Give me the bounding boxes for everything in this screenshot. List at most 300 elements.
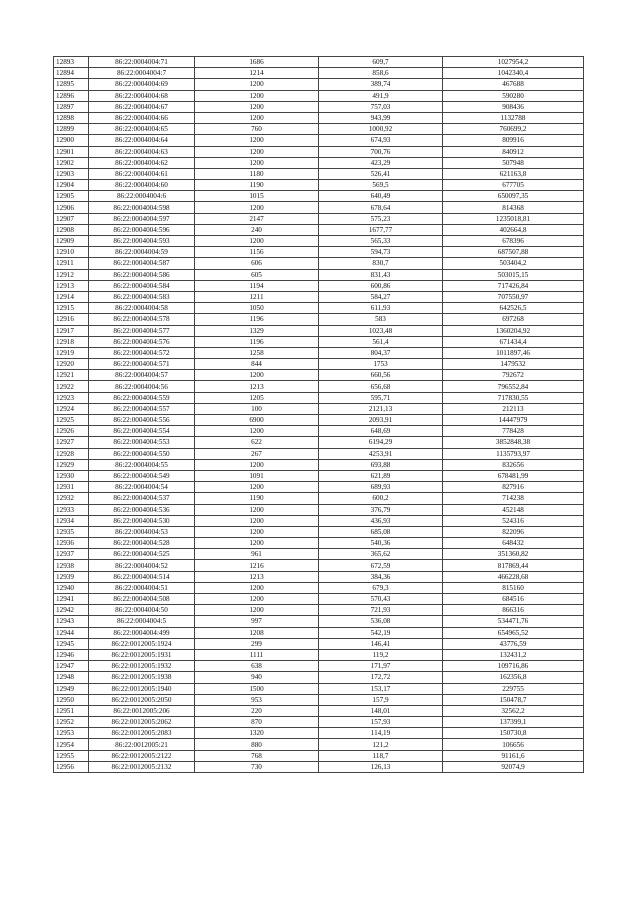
- value-cell: 402664,8: [443, 224, 584, 235]
- rate-cell: 600,2: [319, 493, 443, 504]
- cadastral-number-cell: 86:22:0004004:583: [89, 291, 195, 302]
- area-cell: 940: [195, 672, 319, 683]
- row-number-cell: 12902: [54, 157, 89, 168]
- table-row: [54, 112, 584, 123]
- table-row: [54, 135, 584, 146]
- cadastral-number-cell: 86:22:0004004:65: [89, 124, 195, 135]
- cadastral-number-cell: 86:22:0012005:2050: [89, 694, 195, 705]
- rate-cell: 1023,48: [319, 325, 443, 336]
- row-number-cell: 12910: [54, 247, 89, 258]
- rate-cell: 536,08: [319, 616, 443, 627]
- cadastral-number-cell: 86:22:0004004:550: [89, 448, 195, 459]
- row-number-cell: 12914: [54, 291, 89, 302]
- area-cell: 1200: [195, 426, 319, 437]
- table-row: [54, 213, 584, 224]
- rate-cell: 172,72: [319, 672, 443, 683]
- value-cell: 654965,52: [443, 627, 584, 638]
- value-cell: 648432: [443, 538, 584, 549]
- area-cell: 953: [195, 694, 319, 705]
- area-cell: 1258: [195, 347, 319, 358]
- row-number-cell: 12898: [54, 112, 89, 123]
- rate-cell: 685,08: [319, 526, 443, 537]
- rate-cell: 114,19: [319, 728, 443, 739]
- row-number-cell: 12936: [54, 538, 89, 549]
- rate-cell: 4253,91: [319, 448, 443, 459]
- cadastral-number-cell: 86:22:0004004:536: [89, 504, 195, 515]
- rate-cell: 595,71: [319, 392, 443, 403]
- area-cell: 1200: [195, 146, 319, 157]
- value-cell: 137399,1: [443, 717, 584, 728]
- rate-cell: 609,7: [319, 57, 443, 68]
- row-number-cell: 12894: [54, 68, 89, 79]
- table-row: [54, 291, 584, 302]
- cadastral-number-cell: 86:22:0004004:7: [89, 68, 195, 79]
- table-row: [54, 538, 584, 549]
- value-cell: 109716,86: [443, 661, 584, 672]
- row-number-cell: 12921: [54, 370, 89, 381]
- cadastral-number-cell: 86:22:0012005:1924: [89, 638, 195, 649]
- rate-cell: 830,7: [319, 258, 443, 269]
- area-cell: 1111: [195, 649, 319, 660]
- value-cell: 707550,97: [443, 291, 584, 302]
- row-number-cell: 12943: [54, 616, 89, 627]
- rate-cell: 757,03: [319, 101, 443, 112]
- cadastral-number-cell: 86:22:0004004:71: [89, 57, 195, 68]
- row-number-cell: 12901: [54, 146, 89, 157]
- row-number-cell: 12915: [54, 303, 89, 314]
- area-cell: 1214: [195, 68, 319, 79]
- table-row: [54, 705, 584, 716]
- value-cell: 671434,4: [443, 336, 584, 347]
- cadastral-number-cell: 86:22:0004004:53: [89, 526, 195, 537]
- area-cell: 638: [195, 661, 319, 672]
- table-row: [54, 571, 584, 582]
- row-number-cell: 12956: [54, 761, 89, 772]
- value-cell: 792672: [443, 370, 584, 381]
- value-cell: 91161,6: [443, 750, 584, 761]
- row-number-cell: 12906: [54, 202, 89, 213]
- value-cell: 678481,99: [443, 470, 584, 481]
- value-cell: 866316: [443, 605, 584, 616]
- value-cell: 809916: [443, 135, 584, 146]
- row-number-cell: 12952: [54, 717, 89, 728]
- table-row: [54, 437, 584, 448]
- area-cell: 2147: [195, 213, 319, 224]
- table-row: [54, 359, 584, 370]
- row-number-cell: 12911: [54, 258, 89, 269]
- area-cell: 1200: [195, 79, 319, 90]
- row-number-cell: 12947: [54, 661, 89, 672]
- cadastral-number-cell: 86:22:0012005:2122: [89, 750, 195, 761]
- row-number-cell: 12903: [54, 168, 89, 179]
- area-cell: 605: [195, 269, 319, 280]
- area-cell: 1091: [195, 470, 319, 481]
- rate-cell: 672,59: [319, 560, 443, 571]
- area-cell: 730: [195, 761, 319, 772]
- value-cell: 1360204,92: [443, 325, 584, 336]
- rate-cell: 561,4: [319, 336, 443, 347]
- table-row: [54, 470, 584, 481]
- row-number-cell: 12942: [54, 605, 89, 616]
- rate-cell: 943,99: [319, 112, 443, 123]
- row-number-cell: 12917: [54, 325, 89, 336]
- row-number-cell: 12900: [54, 135, 89, 146]
- rate-cell: 594,73: [319, 247, 443, 258]
- cadastral-number-cell: 86:22:0004004:50: [89, 605, 195, 616]
- cadastral-number-cell: 86:22:0012005:2132: [89, 761, 195, 772]
- value-cell: 590280: [443, 90, 584, 101]
- value-cell: 503404,2: [443, 258, 584, 269]
- area-cell: 1190: [195, 493, 319, 504]
- rate-cell: 2093,91: [319, 415, 443, 426]
- table-row: [54, 124, 584, 135]
- cadastral-number-cell: 86:22:0004004:499: [89, 627, 195, 638]
- cadastral-number-cell: 86:22:0012005:2083: [89, 728, 195, 739]
- area-cell: 1211: [195, 291, 319, 302]
- value-cell: 503015,15: [443, 269, 584, 280]
- table-row: [54, 717, 584, 728]
- rate-cell: 153,17: [319, 683, 443, 694]
- value-cell: 106656: [443, 739, 584, 750]
- table-row: [54, 459, 584, 470]
- value-cell: 822096: [443, 526, 584, 537]
- row-number-cell: 12930: [54, 470, 89, 481]
- rate-cell: 640,49: [319, 191, 443, 202]
- cadastral-number-cell: 86:22:0004004:58: [89, 303, 195, 314]
- rate-cell: 648,69: [319, 426, 443, 437]
- rate-cell: 6194,29: [319, 437, 443, 448]
- area-cell: 1200: [195, 504, 319, 515]
- row-number-cell: 12918: [54, 336, 89, 347]
- value-cell: 150478,7: [443, 694, 584, 705]
- cadastral-number-cell: 86:22:0004004:587: [89, 258, 195, 269]
- value-cell: 351360,82: [443, 549, 584, 560]
- area-cell: 1200: [195, 582, 319, 593]
- rate-cell: 700,76: [319, 146, 443, 157]
- rate-cell: 689,93: [319, 482, 443, 493]
- value-cell: 908436: [443, 101, 584, 112]
- table-row: [54, 403, 584, 414]
- area-cell: 6900: [195, 415, 319, 426]
- table-row: [54, 381, 584, 392]
- value-cell: 150730,8: [443, 728, 584, 739]
- table-row: [54, 761, 584, 772]
- value-cell: 796552,84: [443, 381, 584, 392]
- table-row: [54, 415, 584, 426]
- value-cell: 212113: [443, 403, 584, 414]
- table-row: [54, 504, 584, 515]
- area-cell: 997: [195, 616, 319, 627]
- cadastral-number-cell: 86:22:0004004:5: [89, 616, 195, 627]
- row-number-cell: 12951: [54, 705, 89, 716]
- table-row: [54, 314, 584, 325]
- row-number-cell: 12946: [54, 649, 89, 660]
- area-cell: 1200: [195, 135, 319, 146]
- area-cell: 760: [195, 124, 319, 135]
- row-number-cell: 12893: [54, 57, 89, 68]
- rate-cell: 858,6: [319, 68, 443, 79]
- rate-cell: 389,74: [319, 79, 443, 90]
- table-row: [54, 649, 584, 660]
- area-cell: 1196: [195, 314, 319, 325]
- table-row: [54, 594, 584, 605]
- cadastral-number-cell: 86:22:0004004:54: [89, 482, 195, 493]
- area-cell: 1686: [195, 57, 319, 68]
- value-cell: 43776,59: [443, 638, 584, 649]
- cadastral-number-cell: 86:22:0004004:60: [89, 180, 195, 191]
- area-cell: 1205: [195, 392, 319, 403]
- cadastral-number-cell: 86:22:0004004:514: [89, 571, 195, 582]
- row-number-cell: 12905: [54, 191, 89, 202]
- cadastral-number-cell: 86:22:0012005:206: [89, 705, 195, 716]
- cadastral-number-cell: 86:22:0012005:1931: [89, 649, 195, 660]
- area-cell: 844: [195, 359, 319, 370]
- value-cell: 677705: [443, 180, 584, 191]
- row-number-cell: 12954: [54, 739, 89, 750]
- table-row: [54, 68, 584, 79]
- table-row: [54, 392, 584, 403]
- value-cell: 1132788: [443, 112, 584, 123]
- area-cell: 1200: [195, 90, 319, 101]
- value-cell: 840912: [443, 146, 584, 157]
- value-cell: 132431,2: [443, 649, 584, 660]
- rate-cell: 121,2: [319, 739, 443, 750]
- cadastral-number-cell: 86:22:0004004:577: [89, 325, 195, 336]
- table-row: [54, 493, 584, 504]
- table-row: [54, 247, 584, 258]
- value-cell: 832656: [443, 459, 584, 470]
- value-cell: 678396: [443, 236, 584, 247]
- rate-cell: 1000,92: [319, 124, 443, 135]
- rate-cell: 575,23: [319, 213, 443, 224]
- value-cell: 621163,8: [443, 168, 584, 179]
- row-number-cell: 12953: [54, 728, 89, 739]
- value-cell: 467688: [443, 79, 584, 90]
- table-row: [54, 638, 584, 649]
- row-number-cell: 12945: [54, 638, 89, 649]
- cadastral-number-cell: 86:22:0004004:537: [89, 493, 195, 504]
- cadastral-number-cell: 86:22:0004004:525: [89, 549, 195, 560]
- value-cell: 1027954,2: [443, 57, 584, 68]
- row-number-cell: 12913: [54, 280, 89, 291]
- area-cell: 1200: [195, 605, 319, 616]
- table-row: [54, 750, 584, 761]
- table-row: [54, 448, 584, 459]
- value-cell: 452148: [443, 504, 584, 515]
- table-row: [54, 90, 584, 101]
- row-number-cell: 12940: [54, 582, 89, 593]
- table-row: [54, 739, 584, 750]
- area-cell: 880: [195, 739, 319, 750]
- area-cell: 1200: [195, 526, 319, 537]
- area-cell: 1050: [195, 303, 319, 314]
- row-number-cell: 12935: [54, 526, 89, 537]
- area-cell: 1200: [195, 236, 319, 247]
- area-cell: 1320: [195, 728, 319, 739]
- table-row: [54, 180, 584, 191]
- cadastral-number-cell: 86:22:0004004:571: [89, 359, 195, 370]
- row-number-cell: 12949: [54, 683, 89, 694]
- area-cell: 1194: [195, 280, 319, 291]
- area-cell: 1200: [195, 101, 319, 112]
- cadastral-number-cell: 86:22:0004004:64: [89, 135, 195, 146]
- row-number-cell: 12933: [54, 504, 89, 515]
- cadastral-number-cell: 86:22:0004004:52: [89, 560, 195, 571]
- cadastral-number-cell: 86:22:0004004:56: [89, 381, 195, 392]
- table-row: [54, 101, 584, 112]
- table-row: [54, 482, 584, 493]
- area-cell: 1200: [195, 157, 319, 168]
- rate-cell: 600,86: [319, 280, 443, 291]
- row-number-cell: 12934: [54, 515, 89, 526]
- value-cell: 687507,88: [443, 247, 584, 258]
- cadastral-number-cell: 86:22:0004004:57: [89, 370, 195, 381]
- row-number-cell: 12922: [54, 381, 89, 392]
- row-number-cell: 12916: [54, 314, 89, 325]
- area-cell: 1196: [195, 336, 319, 347]
- area-cell: 1200: [195, 459, 319, 470]
- rate-cell: 611,93: [319, 303, 443, 314]
- cadastral-number-cell: 86:22:0004004:559: [89, 392, 195, 403]
- row-number-cell: 12929: [54, 459, 89, 470]
- rate-cell: 660,56: [319, 370, 443, 381]
- table-row: [54, 370, 584, 381]
- value-cell: 92074,9: [443, 761, 584, 772]
- row-number-cell: 12895: [54, 79, 89, 90]
- table-body: [54, 57, 584, 773]
- rate-cell: 365,62: [319, 549, 443, 560]
- rate-cell: 157,93: [319, 717, 443, 728]
- table-row: [54, 168, 584, 179]
- value-cell: 650097,35: [443, 191, 584, 202]
- area-cell: 1329: [195, 325, 319, 336]
- table-row: [54, 280, 584, 291]
- value-cell: 466228,68: [443, 571, 584, 582]
- value-cell: 760699,2: [443, 124, 584, 135]
- area-cell: 299: [195, 638, 319, 649]
- row-number-cell: 12955: [54, 750, 89, 761]
- cadastral-number-cell: 86:22:0012005:1932: [89, 661, 195, 672]
- cadastral-number-cell: 86:22:0004004:51: [89, 582, 195, 593]
- row-number-cell: 12909: [54, 236, 89, 247]
- cadastral-number-cell: 86:22:0004004:528: [89, 538, 195, 549]
- area-cell: 1216: [195, 560, 319, 571]
- table-row: [54, 683, 584, 694]
- row-number-cell: 12896: [54, 90, 89, 101]
- value-cell: 1479532: [443, 359, 584, 370]
- row-number-cell: 12950: [54, 694, 89, 705]
- row-number-cell: 12937: [54, 549, 89, 560]
- value-cell: 778428: [443, 426, 584, 437]
- rate-cell: 679,3: [319, 582, 443, 593]
- area-cell: 267: [195, 448, 319, 459]
- value-cell: 524316: [443, 515, 584, 526]
- row-number-cell: 12932: [54, 493, 89, 504]
- table-row: [54, 57, 584, 68]
- rate-cell: 171,97: [319, 661, 443, 672]
- table-row: [54, 191, 584, 202]
- value-cell: 1011897,46: [443, 347, 584, 358]
- table-row: [54, 694, 584, 705]
- area-cell: 1208: [195, 627, 319, 638]
- area-cell: 1213: [195, 381, 319, 392]
- cadastral-number-cell: 86:22:0004004:508: [89, 594, 195, 605]
- row-number-cell: 12908: [54, 224, 89, 235]
- table-row: [54, 627, 584, 638]
- cadastral-number-cell: 86:22:0012005:1940: [89, 683, 195, 694]
- cadastral-number-cell: 86:22:0004004:596: [89, 224, 195, 235]
- rate-cell: 146,41: [319, 638, 443, 649]
- row-number-cell: 12927: [54, 437, 89, 448]
- data-table: [53, 56, 584, 773]
- table-row: [54, 728, 584, 739]
- table-row: [54, 549, 584, 560]
- row-number-cell: 12941: [54, 594, 89, 605]
- value-cell: 1135793,97: [443, 448, 584, 459]
- area-cell: 100: [195, 403, 319, 414]
- cadastral-number-cell: 86:22:0012005:2062: [89, 717, 195, 728]
- area-cell: 1200: [195, 370, 319, 381]
- cadastral-number-cell: 86:22:0004004:69: [89, 79, 195, 90]
- table-row: [54, 202, 584, 213]
- row-number-cell: 12923: [54, 392, 89, 403]
- row-number-cell: 12907: [54, 213, 89, 224]
- value-cell: 642526,5: [443, 303, 584, 314]
- rate-cell: 584,27: [319, 291, 443, 302]
- rate-cell: 1753: [319, 359, 443, 370]
- rate-cell: 583: [319, 314, 443, 325]
- row-number-cell: 12924: [54, 403, 89, 414]
- row-number-cell: 12926: [54, 426, 89, 437]
- table-row: [54, 325, 584, 336]
- cadastral-number-cell: 86:22:0004004:554: [89, 426, 195, 437]
- value-cell: 717426,84: [443, 280, 584, 291]
- value-cell: 814368: [443, 202, 584, 213]
- table-row: [54, 582, 584, 593]
- rate-cell: 656,68: [319, 381, 443, 392]
- table-row: [54, 157, 584, 168]
- area-cell: 1200: [195, 515, 319, 526]
- row-number-cell: 12899: [54, 124, 89, 135]
- table-row: [54, 269, 584, 280]
- rate-cell: 126,13: [319, 761, 443, 772]
- rate-cell: 118,7: [319, 750, 443, 761]
- table-row: [54, 526, 584, 537]
- area-cell: 1200: [195, 594, 319, 605]
- table-row: [54, 672, 584, 683]
- rate-cell: 1677,77: [319, 224, 443, 235]
- row-number-cell: 12939: [54, 571, 89, 582]
- area-cell: 220: [195, 705, 319, 716]
- area-cell: 1015: [195, 191, 319, 202]
- table-row: [54, 79, 584, 90]
- rate-cell: 157,9: [319, 694, 443, 705]
- table-row: [54, 605, 584, 616]
- value-cell: 229755: [443, 683, 584, 694]
- table-row: [54, 336, 584, 347]
- cadastral-number-cell: 86:22:0004004:68: [89, 90, 195, 101]
- rate-cell: 119,2: [319, 649, 443, 660]
- rate-cell: 491,9: [319, 90, 443, 101]
- row-number-cell: 12925: [54, 415, 89, 426]
- cadastral-number-cell: 86:22:0004004:67: [89, 101, 195, 112]
- area-cell: 1190: [195, 180, 319, 191]
- cadastral-number-cell: 86:22:0004004:61: [89, 168, 195, 179]
- rate-cell: 384,36: [319, 571, 443, 582]
- row-number-cell: 12944: [54, 627, 89, 638]
- cadastral-number-cell: 86:22:0004004:6: [89, 191, 195, 202]
- area-cell: 1156: [195, 247, 319, 258]
